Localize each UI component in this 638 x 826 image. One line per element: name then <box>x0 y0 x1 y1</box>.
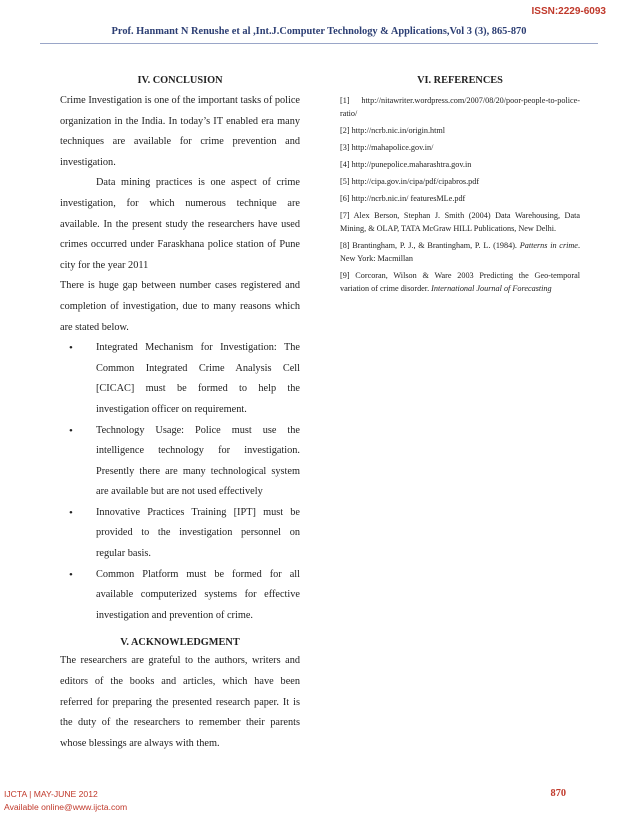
footer-journal: IJCTA | MAY-JUNE 2012 <box>4 789 98 799</box>
running-header: Prof. Hanmant N Renushe et al ,Int.J.Computer Technology & Applications,Vol 3 (3), 865-870 <box>111 26 527 37</box>
reference-text: [8] Brantingham, P. J., & Brantingham, P. L. (1984). <box>340 241 520 250</box>
references-heading: VI. REFERENCES <box>417 75 503 86</box>
conclusion-bullet-list <box>60 338 300 626</box>
conclusion-bullet: • Technology Usage: Police must use the intelligence technology for investigation. Presently there are many technological system are available but are not used effectively <box>96 421 300 503</box>
reference-item <box>340 124 580 137</box>
page-number: 870 <box>550 788 566 799</box>
reference-tail: . New York: Macmillan <box>340 241 580 263</box>
conclusion-bullet: • Integrated Mechanism for Investigation: The Common Integrated Crime Analysis Cell [CICAC] must be formed to help the investigation officer on requirement. <box>96 338 300 420</box>
header-rule <box>40 43 598 44</box>
conclusion-bullet: • Common Platform must be formed for all available computerized systems for effective investigation and prevention of crime. <box>96 565 300 627</box>
reference-text: [1] http://nitawriter.wordpress.com/2007/08/20/poor-people-to-police-ratio/ <box>340 96 580 118</box>
reference-title: Patterns in crime <box>519 241 578 250</box>
reference-item <box>340 141 580 154</box>
conclusion-heading: IV. CONCLUSION <box>137 75 223 86</box>
reference-text: [7] Alex Berson, Stephan J. Smith (2004) Data Warehousing, Data Mining, & OLAP, TATA McGraw HILL Publications, New Delhi. <box>340 211 580 233</box>
conclusion-paragraph-1: Crime Investigation is one of the important tasks of police organization in the India. In today’s IT enabled era many techniques are available for crime prevention and investigation. <box>60 95 300 168</box>
reference-item <box>340 158 580 171</box>
reference-text: [5] http://cipa.gov.in/cipa/pdf/cipabros.pdf <box>340 177 480 186</box>
right-column <box>340 74 580 299</box>
reference-text: [2] http://ncrb.nic.in/origin.html <box>340 126 446 135</box>
reference-item <box>340 239 580 265</box>
reference-item <box>340 175 580 188</box>
reference-item <box>340 209 580 235</box>
acknowledgment-heading: V. ACKNOWLEDGMENT <box>120 637 240 649</box>
left-column <box>60 74 300 754</box>
reference-item <box>340 269 580 295</box>
conclusion-bullet: • Innovative Practices Training [IPT] must be provided to the investigation personnel on regular basis. <box>96 503 300 565</box>
reference-text: [6] http://ncrb.nic.in/ featuresMLe.pdf <box>340 194 466 203</box>
reference-item <box>340 94 580 120</box>
conclusion-paragraph-2: Data mining practices is one aspect of crime investigation, for which numerous technique are available. In the present study the researchers have used crimes occurred under Faraskhana police station of Pune city for the year 2011 <box>60 177 300 271</box>
reference-text: [3] http://mahapolice.gov.in/ <box>340 143 434 152</box>
conclusion-paragraph-3: There is huge gap between number cases registered and completion of investigation, due to many reasons which are stated below. <box>60 280 300 333</box>
references-list <box>340 94 580 295</box>
footer-available-online: Available online@www.ijcta.com <box>4 802 128 812</box>
reference-text: [9] Corcoran, Wilson & Ware 2003 Predicting the Geo-temporal variation of crime disorder. <box>340 271 580 293</box>
reference-text: [4] http://punepolice.maharashtra.gov.in <box>340 160 472 169</box>
acknowledgment-text: The researchers are grateful to the authors, writers and editors of the books and articles, which have been referred for preparing the presented research paper. It is the duty of the researchers to remember their parents whose blessings are always with them. <box>60 655 300 749</box>
footer <box>4 788 127 814</box>
reference-title: International Journal of Forecasting <box>431 284 552 293</box>
reference-item <box>340 192 580 205</box>
issn: ISSN:2229-6093 <box>531 6 606 17</box>
